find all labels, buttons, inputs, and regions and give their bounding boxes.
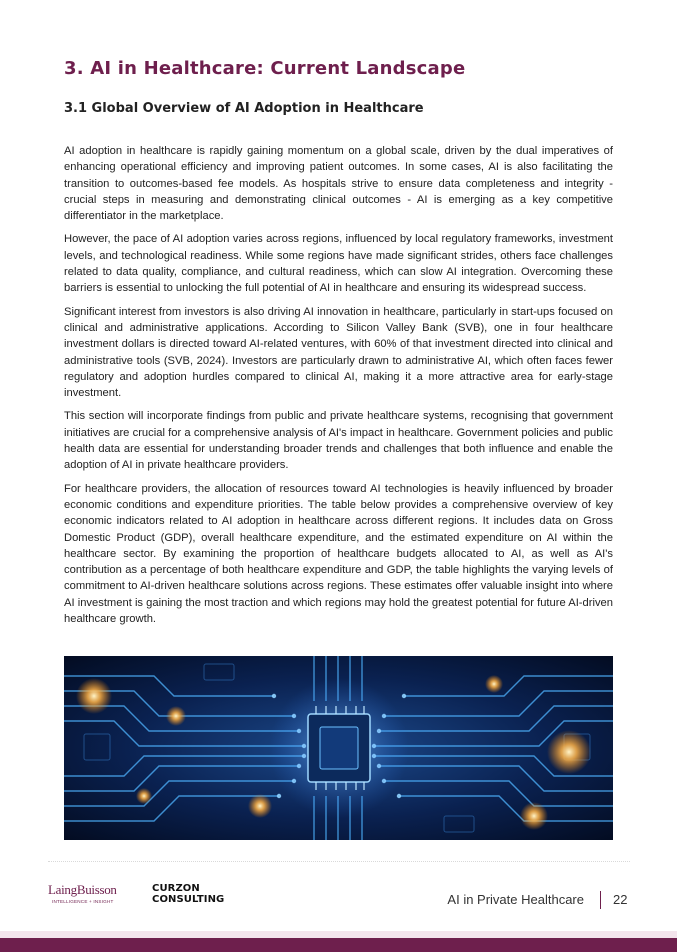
curzon-logo-line2: CONSULTING [152,893,225,905]
bottom-band-light [0,931,677,938]
laingbuisson-logo [48,882,128,904]
paragraph-3: Significant interest from investors is also driving AI innovation in healthcare, particularly in start-ups focused on clinical and administrative applications. According to Silicon Valley Bank (SVB), one in four healthcare investment dollars is directed toward AI-related ventures, with 60% of that investment directed into clinical and administrative tools (SVB, 2024). Investors are particularly drawn to administrative AI, which often faces fewer regulatory and adoption hurdles compared to clinical AI, making it a more attractive area for early-stage investment. [64,305,613,400]
circuit-board-image [64,656,613,840]
curzon-logo-line1: CURZON [152,883,200,894]
paragraph-4: This section will incorporate findings from public and private healthcare systems, recognising that government initiatives are crucial for a comprehensive analysis of AI's impact in healthcare. Government policies and public health data are essential for understanding broader trends and challenges that both influence and enable the adoption of AI in private healthcare providers. [64,410,613,472]
laingbuisson-logo-tagline: INTELLIGENCE + INSIGHT [52,899,114,904]
paragraph-1: AI adoption in healthcare is rapidly gaining momentum on a global scale, driven by the dual imperatives of enhancing operational efficiency and improving patient outcomes. In some cases, AI is also facilitating the transition to outcomes-based fee models. As hospitals strive to ensure data completeness and integrity - crucial steps in measuring and demonstrating clinical outcomes - AI is emerging as a key competitive differentiator in the marketplace. [64,145,613,223]
publication-title: AI in Private Healthcare [447,892,584,907]
laingbuisson-logo-name: LaingBuisson [48,882,117,897]
bottom-band [0,938,677,952]
paragraph-2: However, the pace of AI adoption varies across regions, influenced by local regulatory frameworks, investment levels, and technological readiness. While some regions have made significant strides, others face challenges related to data quality, compliance, and cultural readiness, which can slow AI integration. Overcoming these barriers is essential to unlocking the full potential of AI in healthcare and ensuring its widespread success. [64,233,613,295]
curzon-consulting-logo [152,884,224,905]
footer-divider-line [48,861,630,862]
paragraph-5: For healthcare providers, the allocation of resources toward AI technologies is heavily influenced by broader economic conditions and expenditure priorities. The table below provides a comprehensive overview of key economic indicators related to AI adoption in healthcare across different regions. It includes data on Gross Domestic Product (GDP), overall healthcare expenditure, and the estimated expenditure on AI within the healthcare sector. By examining the proportion of healthcare budgets allocated to AI, as well as AI's contribution as a percentage of both healthcare expenditure and GDP, the table highlights the varying levels of commitment to AI-driven healthcare solutions across regions. These estimates offer valuable insight into where AI investment is gaining the most traction and which regions may hold the greatest potential for future AI-driven healthcare growth. [64,482,613,626]
page-number: 22 [613,892,628,907]
footer-vertical-divider [600,891,601,909]
body-text [64,143,613,634]
section-title: 3. AI in Healthcare: Current Landscape [64,58,466,79]
subsection-title: 3.1 Global Overview of AI Adoption in Healthcare [64,101,424,116]
